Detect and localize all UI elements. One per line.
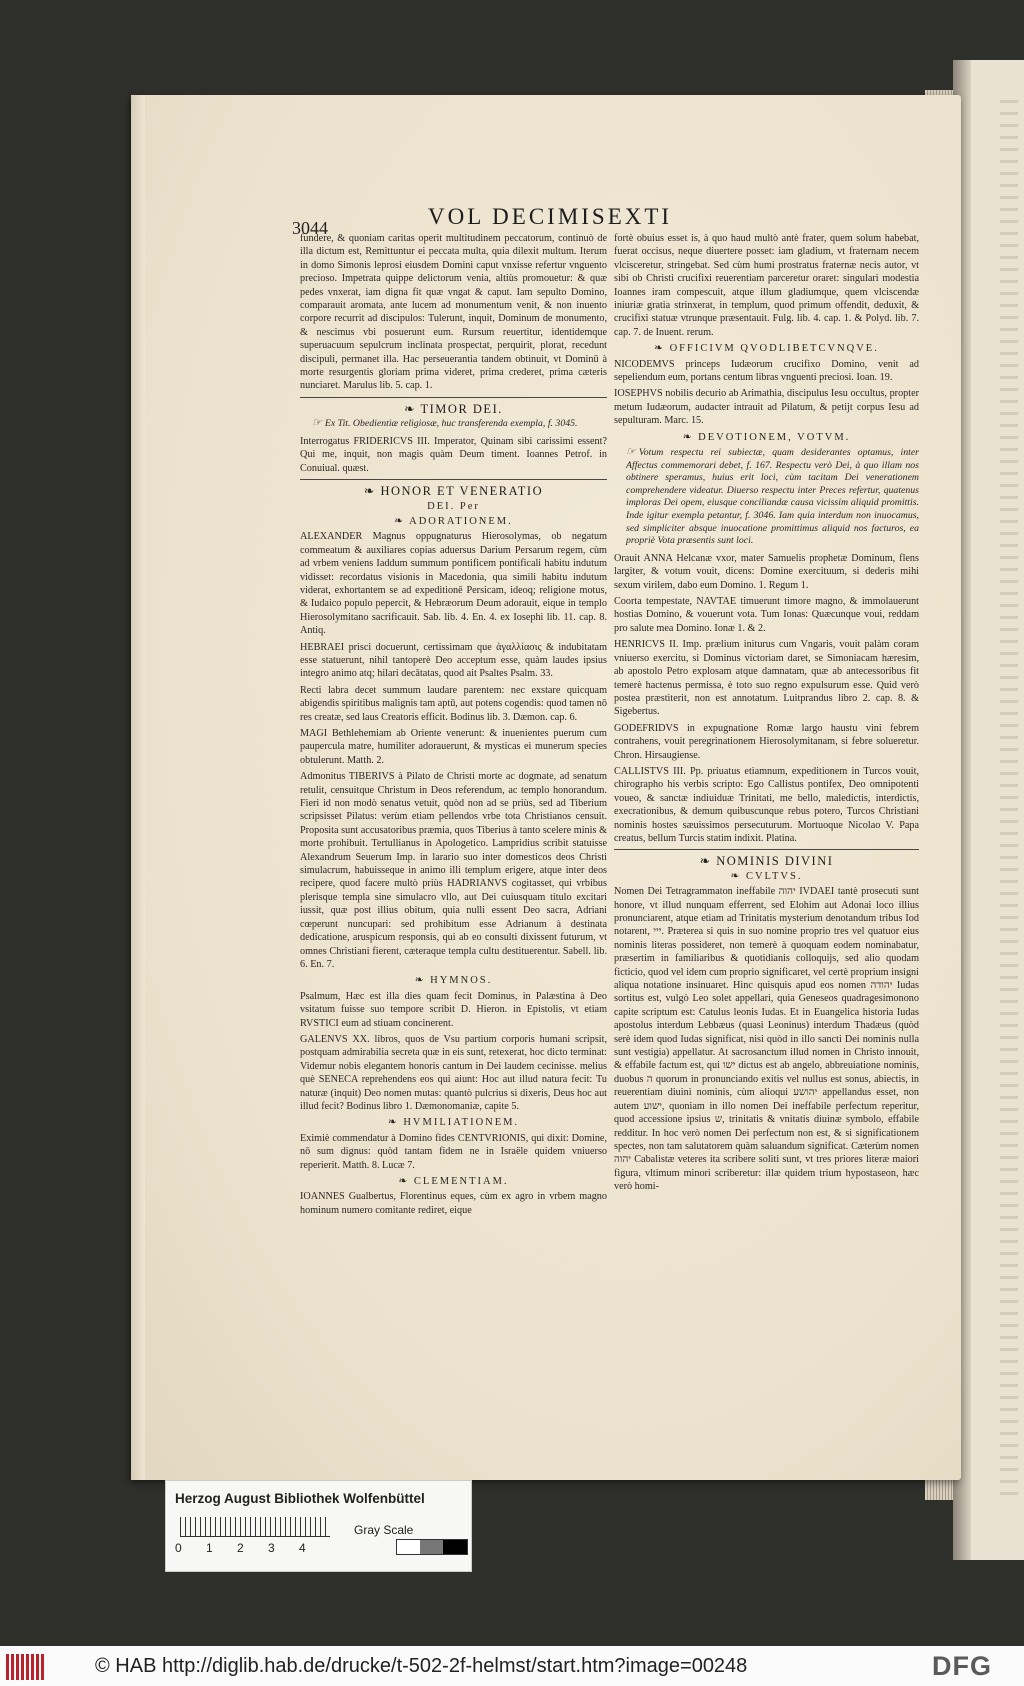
paragraph: IOSEPHVS nobilis decurio ab Arimathia, discipulus Iesu occultus, propter metum Iudæorum, audacter intrauit ad Pilatum, & petijt corpus Iesu ad sepulturam. Marc. 15. [614, 388, 919, 427]
scale-number: 3 [268, 1541, 275, 1555]
scale-number: 1 [206, 1541, 213, 1555]
paragraph: GODEFRIDVS in expugnatione Romæ largo haustu vini febrem contrahens, vouit peregrinationem Hierosolymitanam, si febre solueretur. Chron. Hirsaugiense. [614, 722, 919, 761]
subsection-heading: ❧ ADORATIONEM. [394, 515, 513, 527]
paragraph: Psalmum, Hæc est illa dies quam fecit Dominus, in Palæstina à Deo vsitatum fuisse suo tempore scribit D. Hieron. in Epistolis, vt etiam RVSTICI eum ad stiuam concinerent. [300, 990, 607, 1029]
fleuron-icon: ❧ [730, 870, 746, 882]
source-url[interactable]: © HAB http://diglib.hab.de/drucke/t-502-2f-helmst/start.htm?image=00248 [95, 1655, 748, 1677]
paragraph: Recti labra decet summum laudare parentem: nec exstare quicquam abigendis spiritibus malignis tam aptū, aut potens cogendis: quod tamen nō res creatæ, sed laus Creatoris efficit. Bodinus lib. 3. Dæmon. cap. 6. [300, 684, 607, 723]
subsection-heading: ❧ CLEMENTIAM. [398, 1176, 509, 1187]
facing-page-text [1000, 100, 1018, 1500]
facing-page [953, 60, 1024, 1560]
library-label [165, 1480, 472, 1572]
paragraph: Coorta tempestate, NAVTAE timuerunt timore magno, & immolauerunt hostias Domino, & vouerunt vota. Tum Ionas: Quæcunque voui, reddam pro salute mea Domino. Ionæ 1. & 2. [614, 596, 919, 634]
paragraph: MAGI Bethlehemiam ab Oriente venerunt: & inuenientes puerum cum paupercula matre, humiliter adorauerunt, & mysticas ei munerum species obtulerunt. Matth. 2. [300, 728, 607, 766]
scale-number: 0 [175, 1541, 182, 1555]
section-heading: ❧ HONOR ET VENERATIO [363, 484, 544, 499]
subsection-heading: ❧ OFFICIVM QVODLIBETCVNQVE. [654, 343, 879, 355]
fleuron-icon: ❧ [363, 484, 381, 499]
scale-numbers [175, 1541, 345, 1555]
section-subheading: DEI. Per [427, 500, 480, 512]
divider [614, 849, 919, 850]
cross-reference-note: ☞ Ex Tit. Obedientiæ religiosæ, huc transferenda exempla, f. 3045. [312, 417, 578, 430]
section-heading: ❧ TIMOR DEI. [404, 401, 503, 416]
fleuron-icon: ❧ [398, 1176, 414, 1187]
section-heading: ❧ NOMINIS DIVINI [699, 854, 834, 869]
subsection-heading: ❧ CVLTVS. [730, 870, 803, 882]
divider [300, 479, 607, 480]
page-number: 3044 [292, 218, 328, 238]
divider [300, 397, 607, 398]
paragraph: Orauit ANNA Helcanæ vxor, mater Samuelis prophetæ Dominum, flens largiter, & votum vouit, dicens: Domine exercituum, si dederis mihi sexum virilem, dabo eum Domino. 1. Regum 1. [614, 552, 919, 591]
right-column [614, 232, 919, 1197]
fleuron-icon: ❧ [404, 401, 421, 416]
fleuron-icon: ❧ [387, 1117, 404, 1129]
dfg-logo-icon: DFG [932, 1651, 992, 1681]
paragraph: ALEXANDER Magnus oppugnaturus Hierosolymas, ob negatum commeatum & auxiliares copias aduersus Darium Persarum regem, cùm ad vrbem veniens Iaddum summum pontificem pontificali habitu indutum vidisset: recordatus visionis in Macedonia, qua simili habitu indutum viderat, exhortantem se ad expeditionē Persicam, ideoq; religione motus, & Iudaico populo pepercit, & Hebræorum Deum adorauit, eique in templo Hierosolymitano sacrificauit. Sab. lib. 4. En. 4. ex Iosephi lib. 11. cap. 8. Antiq. [300, 531, 607, 637]
paragraph: fortè obuius esset is, à quo haud multò antè frater, quem solum habebat, fuerat occisus, neque diuertere posset: iam gladium, vt fraternam necem vlcisceretur, stringebat. Sed cùm humi prostratus fraternæ necis autor, vt sibi ob Christi crucifixi reuerentiam parceretur oraret: singulari modestia Ioannes iram compescuit, atque illum gladiumque, quem vlciscendæ iniuriæ gratia strinxerat, in templum, quod primum offendit, deduxit, & crucifixi statuæ vtrunque præsentauit. Fulg. lib. 4. cap. 1. & Polyd. lib. 7. cap. 7. de Inuent. rerum. [614, 233, 919, 338]
paragraph: Interrogatus FRIDERICVS III. Imperator, Quinam sibi carissimi essent? Qui me, inquit, non magis quàm Deum timent. Ioannes Petrof. in Conuiual. quæst. [300, 435, 607, 474]
gray-scale-label: Gray Scale [354, 1523, 414, 1537]
cross-reference-note: ☞ Votum respectu rei subiectæ, quam desiderantes optamus, inter Affectus commemorari debet, f. 167. Respectu verò Dei, à quo illam nos obtinere speramus, huius erit loci, cùm tacitam Dei venerationem comprehendere videatur. Diuerso respectu inter Preces refertur, quatenus imploras Dei opem, eiusque conciliandæ causa vicissim aliquid promittis. Inde igitur exempla petantur, f. 3046. Iam quia interdum non inuocamus, sed simpliciter absque inuocatione promittimus aliquid nos facturos, ea propriè Vota præsentis sunt loci. [626, 446, 919, 547]
scale-ruler-line [180, 1536, 330, 1537]
page-left-edge [131, 95, 145, 1480]
left-column [300, 232, 607, 1220]
fleuron-icon: ❧ [394, 515, 410, 527]
running-title: VOL DECIMISEXTI [428, 204, 673, 229]
paragraph: GALENVS XX. libros, quos de Vsu partium corporis humani scripsit, postquam admirabilia secreta quæ in eis sunt, retexerat, hoc dicto terminat: Videmur nobis elegantem honoris cantum in Dei laudem cecinisse. melius què SENECA reprehendens eos qui aiunt: Hoc aut illud natura fecit: Tu naturæ (inquit) Deo nomen mutas: quantò pulcrius si dixeris, Deus hoc aut illud fecit? Bodinus libro 1. Dæmonomaniæ, capite 5. [300, 1033, 607, 1112]
subsection-heading: ❧ HYMNOS. [414, 975, 493, 987]
fleuron-icon: ❧ [682, 431, 699, 443]
paragraph: Eximiè commendatur à Domino fides CENTVRIONIS, qui dixit: Domine, nō sum dignus: quòd tantam fidem ne in Israële quidem vniuerso reperierit. Matth. 8. Lucæ 7. [300, 1132, 607, 1171]
manicule-icon: ☞ [312, 417, 322, 430]
paragraph: IOANNES Gualbertus, Florentinus eques, cùm ex agro in vrbem magno hominum numero comitante rediret, eique [300, 1191, 607, 1216]
paragraph: Nomen Dei Tetragrammaton ineffabile יהוה IVDAEI tantè prosecuti sunt honore, vt illud nunquam efferrent, sed Elohim aut Adonai loco illius pronunciarent, atque etiam ad Trinitatis mysterium denotandum tribus Iod notarent, ייי. Præterea si quis in suo nomine proprio tres vel quatuor eius nominis literas possideret, non temerè à quoquam eodem nominabatur, præsertim in familiaribus & quotidianis colloquijs, sed alio quodam ficticio, quod vel idem cum proprio significaret, vel certè proprium insigni aliqua notatione insinuaret. Hinc quisquis apud eos nomen יהודה Iudas sortitus est, vulgò Leo solet appellari, quia Geneseos quadragesimonono capite scriptum est: Catulus leonis Iudas. Et in Euangelica historia Iudas apostolus interdum Lebbæus (quasi Leoninus) interdum Thadæus (quòd serè idem quod Iudas significat, nisi quòd in illo sancti Dei nominis nulla sunt vestigia) appellatur. At sacrosanctum illud nomen in Christo innouit, & effabile factum est, qui ישו dictus est ab angelo, abbreuiatione nominis, duobus ה quorum in pronunciando exitis vel nullus est sonus, abiectis, in reuerentiam diuini nominis, cùm alioqui יהושע appellandus esset, non autem ישוע, quoniam in illo nomen Dei ineffabile perfectum reperitur, quod accessione ipsius ש, trinitatis & vnitatis diuinæ symbolo, effabile redditur. In hoc verò nomen Dei perfectum non est, & si significationem spectes, non tam salutatorem quàm saluandum significat. Cæterùm nomen יהוה Cabalistæ veteres ita scribere soliti sunt, vt tres priores literæ maiori figura, vltimum minori scriberetur: illæ quidem trium hypostaseon, hæc verò homi- [614, 886, 920, 1193]
subsection-heading: ❧ HVMILIATIONEM. [387, 1117, 520, 1129]
paragraph: fundere, & quoniam caritas operit multitudinem peccatorum, continuò de illa dictum est, Remittuntur ei peccata multa, quia dilexit multum. Iterum in domo Simonis leprosi eiusdem Domini caput vnxisse refertur vnguento precioso. Impetrata quippe delictorum venia, altiùs promouetur: & quæ pedes vnxerat, iam digna fit quæ vngat & caput. Iam sepulto Domino, comparauit aromata, ante lucem ad monumentum venit, & non inuento corpore recurrit ad discipulos: Tulerunt, inquit, Dominum de monumento, & nescimus vbi posuerunt eum. Rursum reuertitur, identidemque superuacuum sepulcrum inclinata prospectat, perquirit, plorat, recedunt discipuli, permanet illa. Hac perseuerantia tandem obtinuit, vt Dominū à morte resurgentis gloriam prima videret, prima crederet, prima cæteris nunciaret. Marulus lib. 5. cap. 1. [300, 233, 607, 392]
paragraph: Admonitus TIBERIVS à Pilato de Christi morte ac dogmate, ad senatum retulit, censuitque Christum in Deos referendum, ac templo honorandum. Fieri id non modò senatus vetuit, quòd non ad se priùs, sed ad Tiberium scripsisset Pilatus: verùm etiam pellendos vrbe tota Christianos censuit. Proposita sunt accusatoribus præmia, quos Tiberius à tanto scelere minis & morte prohibuit. Tertullianus in Apologetico. Lampridius scribit statuisse Alexandrum Seuerum Imp. in larario suo inter domesticos deos Christi simulacrum, habuisseque in animo illi templum erigere, atque inter deos recipere, quod facere multò priùs HADRIANVS cogitasset, qui vrbibus plerisque templa sine simulacro vllo, aut Dei cuiusquam titulo excitari iussit, quæ post illius obitum, quia nulli essent Deo sacra, Adriani cœperunt nuncupari: sed prohibitum esse Adrianum à destinata dedicatione, aruspicum responsis, qui ab eo consulti dixissent futurum, vt omnes Christiani fierent, cæteraque templa cultu destituerentur. Sabell. lib. 6. En. 7. [300, 771, 607, 970]
manicule-icon: ☞ [626, 446, 636, 459]
fleuron-icon: ❧ [414, 975, 431, 987]
footer-bar [0, 1646, 1024, 1686]
scale-number: 4 [299, 1541, 306, 1555]
paragraph: NICODEMVS princeps Iudæorum crucifixo Domino, venit ad sepeliendum eum, portans centum libras vnguenti preciosi. Ioan. 19. [614, 358, 919, 384]
paragraph: HENRICVS II. Imp. prælium initurus cum Vngaris, vouit palàm coram vniuerso exercitu, si Dominus victoriam daret, se Simoniacam hæresim, ab apostolo Petro explosam atque damnatam, quæ ab antecessoribus fit temerè hactenus permissa, è toto suo regno expulsurum esse. Quid verò postea præstiterit, non est annotatum. Luitprandus libro 2. cap. 8. & Sigebertus. [614, 639, 919, 718]
hab-logo-icon [6, 1654, 44, 1680]
scale-number: 2 [237, 1541, 244, 1555]
fleuron-icon: ❧ [699, 854, 717, 869]
gray-scale-bar [396, 1539, 468, 1555]
paragraph: HEBRAEI prisci docuerunt, certissimam que ἀγαλλίασις & indubitatam esse statuerunt, nihil tantoperè Deo acceptum esse, quàm laudes ipsius integro animo atq; hilari decātatas, quod ait Psaltes Psalm. 33. [300, 641, 607, 680]
library-name: Herzog August Bibliothek Wolfenbüttel [175, 1491, 425, 1506]
fleuron-icon: ❧ [654, 343, 670, 355]
scale-ruler [180, 1517, 330, 1537]
paragraph: CALLISTVS III. Pp. priuatus etiamnum, expeditionem in Turcos vouit, chirographo his verbis scripto: Ego Callistus pontifex, Deo omnipotenti voueo, & sanctæ indiuiduæ Trinitati, me bello, maledictis, interdictis, execrationibus, & demum quibuscunque rebus potero, Turcos Christiani nominis hostes sæuissimos persecuturum. Mortuoque Nicolao V. Papa creatus, bellum Turcis statim indixit. Platina. [614, 765, 919, 844]
subsection-heading: ❧ DEVOTIONEM, VOTVM. [682, 431, 851, 443]
